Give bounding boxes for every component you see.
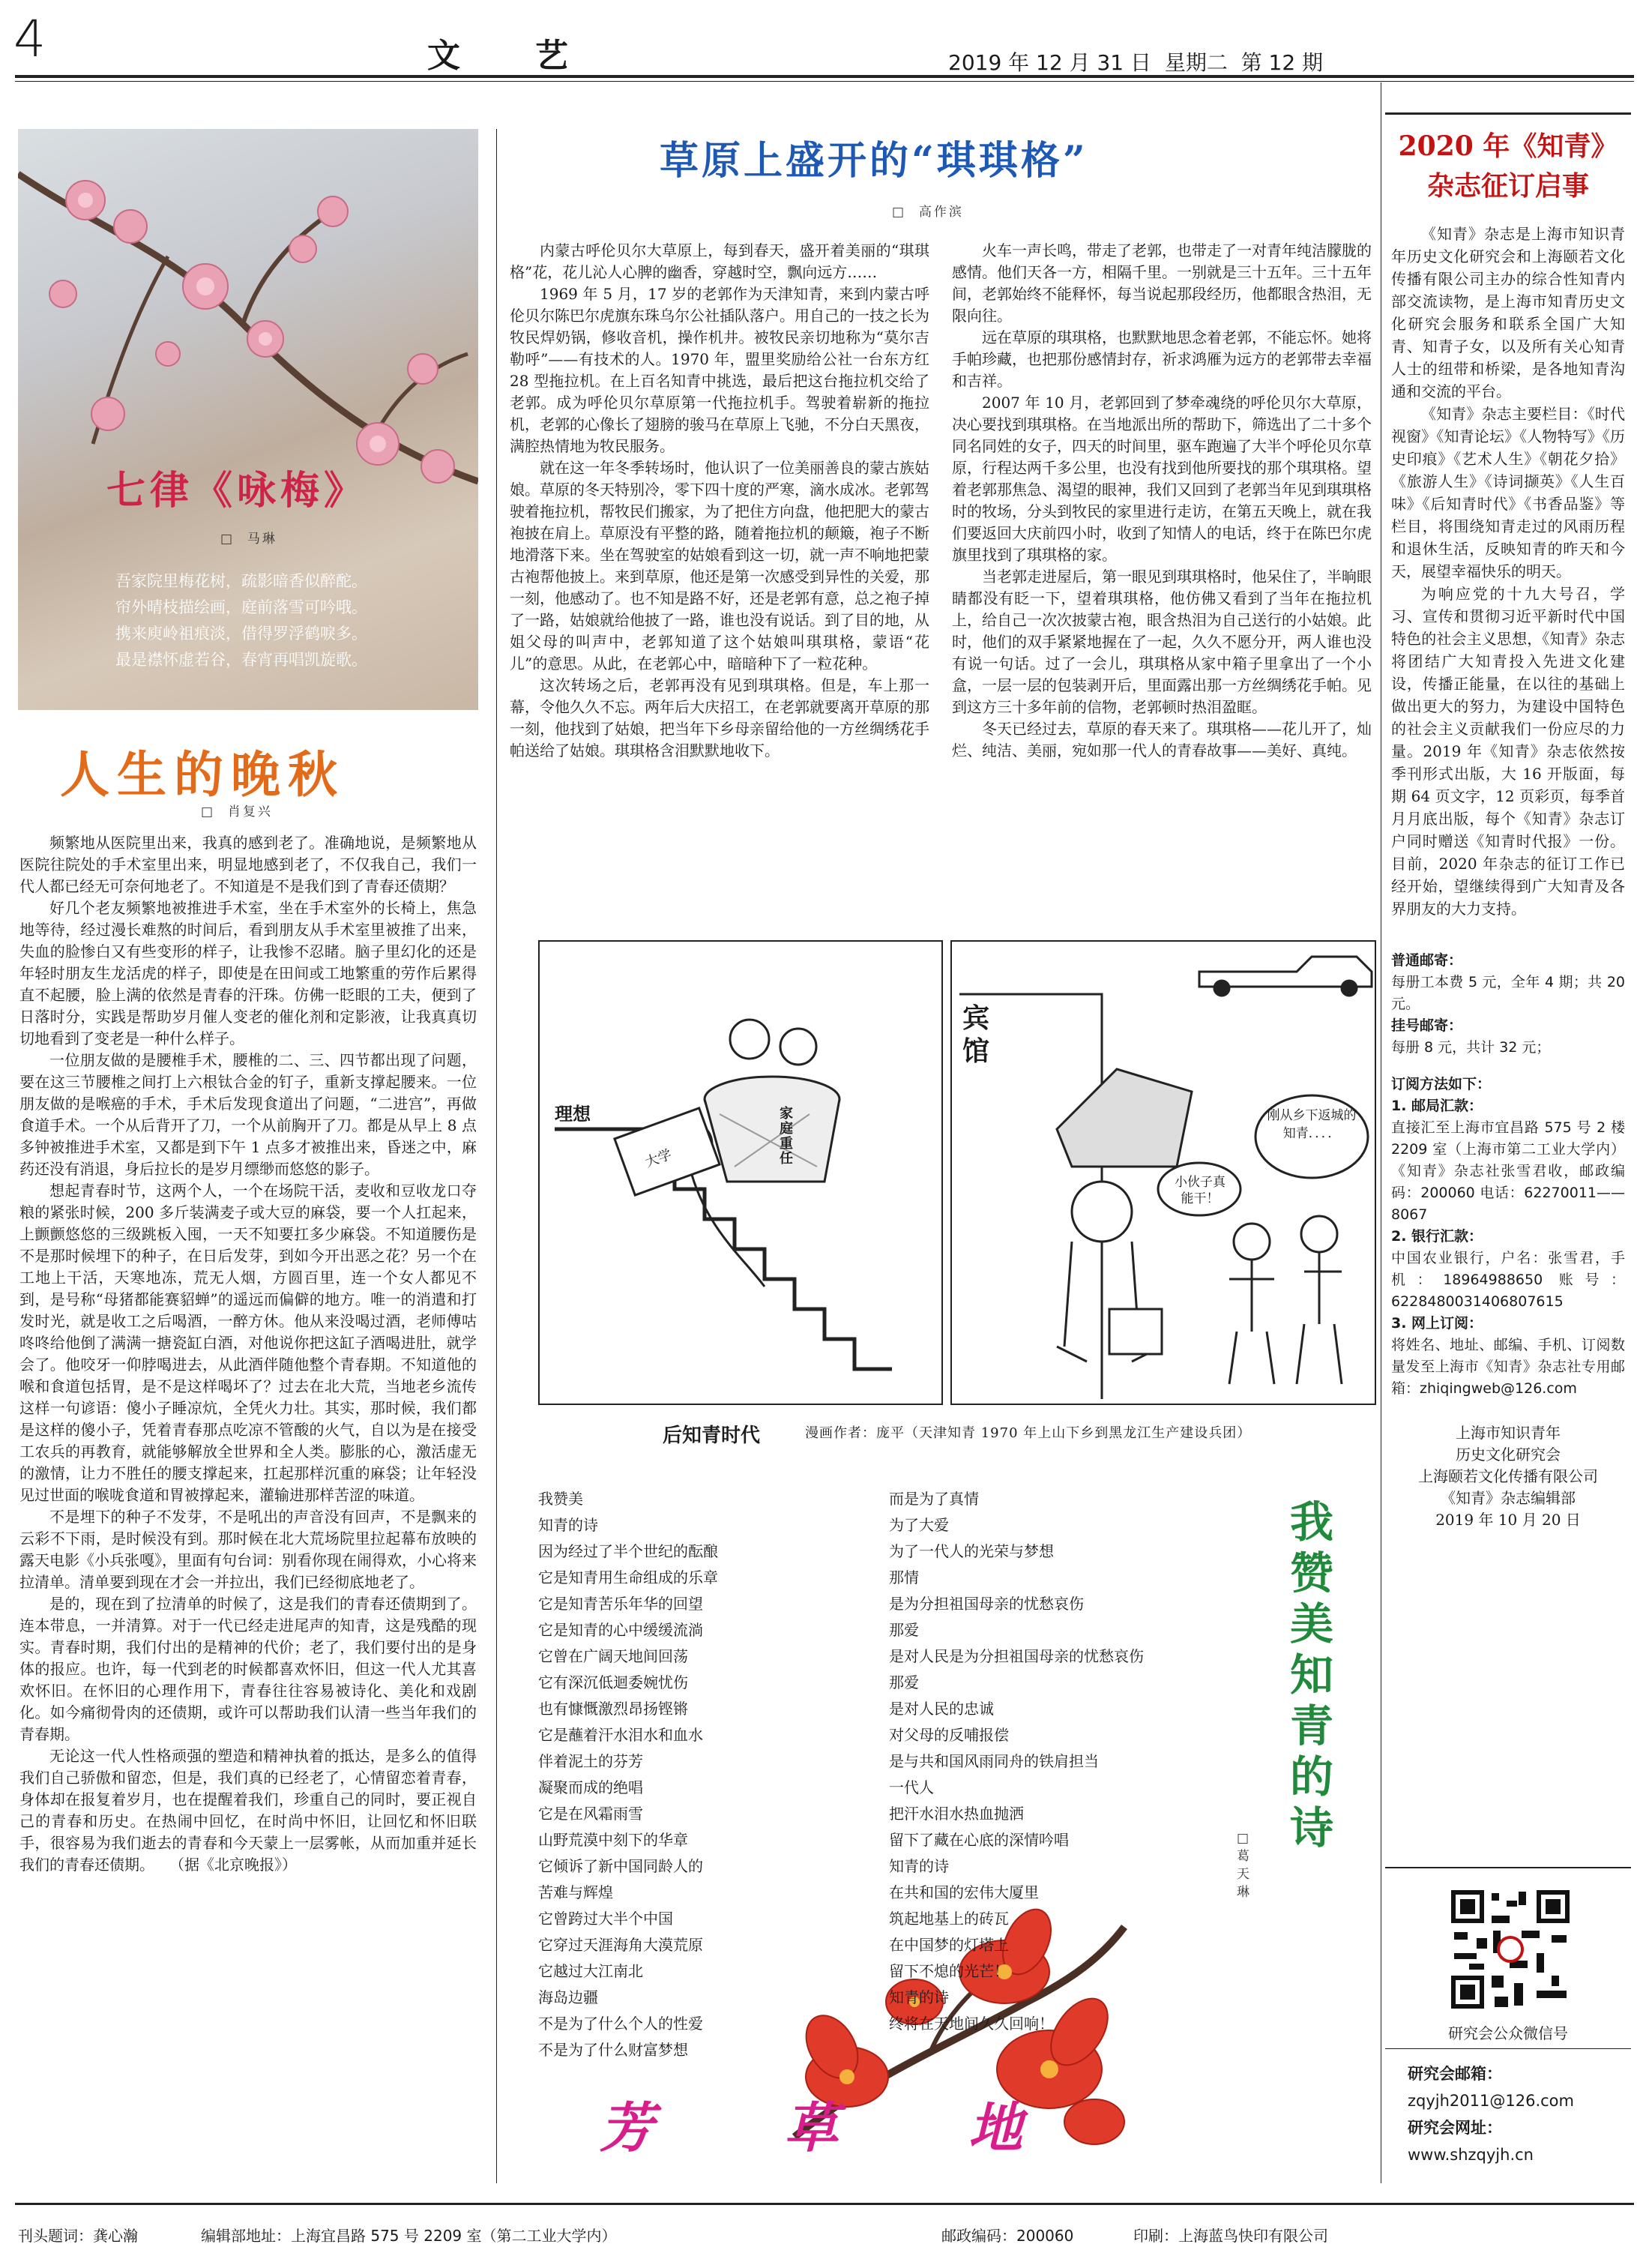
poem2-line: 它倾诉了新中国同龄人的 [538, 1857, 703, 1875]
poem-line: 帘外晴枝描绘画，庭前落雪可吟哦。 [115, 598, 367, 616]
qr-code-icon [1447, 1886, 1574, 2013]
plum-photo [18, 129, 478, 710]
cartoon-caption-credit: 漫画作者：庞平（天津知青 1970 年上山下乡到黑龙江生产建设兵团） [805, 1425, 1252, 1441]
poem-line: 携来庾岭祖痕淡，借得罗浮鹤唳多。 [115, 625, 367, 643]
method3-label: 3. 网上订阅： [1391, 1315, 1483, 1332]
masthead-rule [15, 75, 1634, 78]
hotel-scene-icon [952, 942, 1376, 1405]
reg-text: 每册 8 元，共计 32 元； [1391, 1039, 1551, 1056]
poem2-line: 那爱 [889, 1673, 919, 1691]
poem2-line: 苦难与辉煌 [538, 1883, 613, 1901]
poem2-line: 它穿过天涯海角大漠荒原 [538, 1936, 703, 1954]
poem2-line: 而是为了真情 [889, 1490, 979, 1508]
essay2-title: 草原上盛开的“琪琪格” [660, 138, 1088, 184]
essay2-col1 [510, 240, 929, 918]
poem2-line: 山野荒漠中刻下的华章 [538, 1831, 688, 1849]
cartoon-speech-2: 刚从乡下返城的知青．．．． [1267, 1108, 1357, 1141]
footer-address: 编辑部地址：上海宜昌路 575 号 2209 室（第二工业大学内） [201, 2227, 617, 2245]
essay2-paragraph: 就在这一年冬季转场时，他认识了一位美丽善良的蒙古族姑娘。草原的冬天特别冷，零下四十度的严寒，滴水成冰。老郭驾驶着拖拉机，帮牧民们搬家，为了把住方向盘，他把肥大的蒙古袍披在肩上。草原没有平整的路，随着拖拉机的颠簸，袍子不断地滑落下来。坐在驾驶室的姑娘看到这一切，就一声不响地把蒙古袍帮他披上。来到草原，他还是第一次感受到异性的关爱，那一刻，他感动了。也不知是路不好，还是老郭有意，总之袍子掉了一路，姑娘就给他披了一路，谁也没有说话。到了目的地，从姐父母的叫声中，老郭知道了这个姑娘叫琪琪格，蒙语“花儿”的意思。从此，在老郭心中，暗暗种下了一粒花种。 [510, 459, 929, 673]
page-number: 4 [13, 10, 46, 69]
essay-paragraph: 是的，现在到了拉清单的时候了，这是我们的青春还债期到了。连本带息，一并清算。对于一代已经走进尾声的知青，这是残酷的现实。青春时期，我们付出的是精神的代价；老了，我们要付出的是身体的报应。也许，每一代到老的时候都喜欢怀旧，但这一代人尤其喜欢怀旧。在怀旧的心理作用下，青春往往容易被诗化、美化和戏剧化。如今痛彻骨肉的还债期，或许可以帮助我们认清一些当年我们的青春期。 [19, 1595, 477, 1743]
sidebar-rule [1385, 2048, 1631, 2049]
essay2-paragraph: 1969 年 5 月，17 岁的老郭作为天津知青，来到内蒙古呼伦贝尔陈巴尔虎旗东珠乌尔公社插队落户。用自己的一技之长为牧民焊奶锅，修收音机，操作机井。被牧民亲切地称为“莫尔吉勒呼”——有技术的人。1970 年，盟里奖励给公社一台东方红 28 型拖拉机。在上百名知青中挑选，最后把这台拖拉机交给了老郭。成为呼伦贝尔草原第一代拖拉机手。驾驶着崭新的拖拉机，老郭的心像长了翅膀的骏马在草原上飞驰，不分白天黑夜，满腔热情地为牧民服务。 [510, 285, 929, 455]
poem2-line: 是对人民是为分担祖国母亲的忧愁哀伤 [889, 1647, 1144, 1665]
notice-title-1: 2020 年《知青》 [1398, 130, 1618, 162]
sign-line: 上海颐若文化传播有限公司 [1418, 1467, 1598, 1485]
poem-title: 七律《咏梅》 [106, 468, 368, 514]
poem2-line: 它越过大江南北 [538, 1962, 643, 1980]
stairs-icon [540, 942, 943, 1405]
cartoon-speech-1: 小伙子真能干！ [1175, 1175, 1226, 1206]
method2-label: 2. 银行汇款： [1391, 1228, 1483, 1245]
poem2-line: 一代人 [889, 1778, 934, 1796]
poem2-title: 我赞美知青的诗 [1289, 1497, 1333, 1853]
essay-body [19, 832, 477, 2182]
issue-date: 2019 年 12 月 31 日 星期二 第 12 期 [948, 50, 1324, 75]
email-value: zqyjh2011@126.com [1408, 2092, 1574, 2110]
essay-author: □ 肖复兴 [201, 804, 273, 819]
notice-signature [1385, 1422, 1631, 1531]
mail-text: 每册工本费 5 元，全年 4 期；共 20 元。 [1391, 974, 1625, 1012]
poem2-line: 为了大爱 [889, 1516, 949, 1534]
essay-title: 人生的晚秋 [60, 745, 345, 804]
poem-line: 最是襟怀虚若谷，春宵再唱凯旋歌。 [115, 651, 367, 669]
poem2-line: 它是在风霜雨雪 [538, 1805, 643, 1823]
poem2-line: 它是知青用生命组成的乐章 [538, 1568, 718, 1586]
essay2-paragraph: 当老郭走进屋后，第一眼见到琪琪格时，他呆住了，半晌眼睛都没有眨一下，望着琪琪格，他仿佛又看到了当年在拖拉机上，给自己一次次披蒙古袍，眼含热泪为自己送行的小姑娘。此时，他们的双手紧紧地握在了一起，久久不愿分开，两人谁也没有说一句话。过了一会儿，琪琪格从家中箱子里拿出了一个小盒，一层一层的包装剥开后，里面露出那一方丝绸绣花手帕。见到这方三十多年前的信物，老郭顿时热泪盈眶。 [952, 568, 1372, 716]
poem2-line: 它是知青的心中缓缓流淌 [538, 1621, 703, 1639]
poem2-line: 因为经过了半个世纪的酝酿 [538, 1542, 718, 1560]
poem2-line: 它是知青苦乐年华的回望 [538, 1595, 703, 1613]
poem2-line: 我赞美 [538, 1490, 583, 1508]
site-value: www.shzqyjh.cn [1408, 2146, 1534, 2164]
footer-editor: 刊头题词：龚心瀚 [18, 2227, 138, 2245]
essay-paragraph: 一位朋友做的是腰椎手术，腰椎的二、三、四节都出现了问题，要在这三节腰椎之间打上六根钛合金的钉子，重新支撑起腰来。一位朋友做的是喉癌的手术，手术后发现食道出了问题，“二进宫”，再做食道手术。一个从后背开了刀，一个从前胸开了刀。都是从早上 8 点多钟被推进手术室，又都是到下午 1 点多才被推出来，昏迷之中，麻药还没有消退，身后拉长的是岁月缥缈而悠悠的影子。 [19, 1051, 477, 1178]
poem2-line: 是与共和国风雨同舟的铁肩担当 [889, 1752, 1099, 1770]
method1-text: 直接汇至上海市宜昌路 575 号 2 楼 2209 室（上海市第二工业大学内）《知青》杂志社张雪君收，邮政编码：200060 电话：62270011——8067 [1391, 1119, 1625, 1223]
corner-title: 芳 草 地 [600, 2096, 1031, 2159]
essay-paragraph: 无论这一代人性格顽强的塑造和精神执着的抵达，是多么的值得我们自己骄傲和留恋，但是，我们真的已经老了，心情留恋着青春，身体却在报复着岁月，也在提醒着我们，珍重自己的同时，要正视自己的青春和历史。在热闹中回忆，在时尚中怀旧，让回忆和怀旧联手，很容易为我们逝去的青春和今天蒙上一层雾帐，从而加重并延长我们的青春还债期。 （据《北京晚报》） [19, 1747, 477, 1874]
poem2-line: 不是为了什么个人的性爱 [538, 2015, 703, 2033]
cartoon-label-ideal: 理想 [555, 1104, 591, 1125]
price-block [1391, 950, 1625, 1400]
poem2-line: 终将在天地间久久回响！ [889, 2015, 1054, 2033]
method1-label: 1. 邮局汇款： [1391, 1098, 1483, 1114]
notice-paragraph: 《知青》杂志主要栏目：《时代视窗》《知青论坛》《人物特写》《历史印痕》《艺术人生》《朝花夕拾》《旅游人生》《诗词撷英》《人生百味》《后知青时代》《书香品鉴》等栏目，将围绕知青走过的风雨历程和退休生活，反映知青的昨天和今天，展望幸福快乐的明天。 [1391, 405, 1625, 580]
poem2-line: 它曾在广阔天地间回荡 [538, 1647, 688, 1665]
poem2-line: 在中国梦的灯塔上 [889, 1936, 1009, 1954]
essay-paragraph: 频繁地从医院里出来，我真的感到老了。准确地说，是频繁地从医院往院处的手术室里出来，明显地感到老了，不仅我自己，我们一代人都已经无可奈何地老了。不知道是不是我们到了青春还债期？ [19, 834, 477, 895]
poem2-line: 知青的诗 [538, 1516, 598, 1534]
footer-printer: 印刷：上海蓝鸟快印有限公司 [1133, 2227, 1328, 2245]
poem2-line: 那爱 [889, 1621, 919, 1639]
site-label: 研究会网址： [1408, 2119, 1502, 2137]
sign-line: 《知青》杂志编辑部 [1441, 1489, 1576, 1507]
poem2-line: 留下不熄的光芒！ [889, 1962, 1009, 1980]
qr-caption: 研究会公众微信号 [1448, 2024, 1568, 2042]
cartoon-label-family: 家庭重任 [780, 1106, 793, 1167]
footer-rule [15, 2203, 1634, 2205]
poem-author: □ 马琳 [220, 532, 277, 547]
poem2-line: 为了一代人的光荣与梦想 [889, 1542, 1054, 1560]
essay2-paragraph: 冬天已经过去，草原的春天来了。琪琪格——花儿开了，灿烂、纯洁、美丽，宛如那一代人的青春故事——美好、真纯。 [952, 720, 1372, 759]
notice-title-2: 杂志征订启事 [1426, 170, 1589, 202]
essay2-paragraph: 火车一声长鸣，带走了老郭，也带走了一对青年纯洁朦胧的感情。他们天各一方，相隔千里。一别就是三十五年。三十五年间，老郭始终不能释怀，每当说起那段经历，他都眼含热泪，无限向往。 [952, 241, 1372, 325]
poem2-line: 凝聚而成的绝唱 [538, 1778, 643, 1796]
poem2-line: 是对人民的忠诚 [889, 1700, 994, 1718]
poem2-line: 也有慷慨激烈昂扬铿锵 [538, 1700, 688, 1718]
poem2-line: 知青的诗 [889, 1988, 949, 2006]
notice-paragraph: 为响应党的十九大号召，学习、宣传和贯彻习近平新时代中国特色的社会主义思想，《知青》杂志将团结广大知青投入先进文化建设，传播正能量，在以往的基础上做出更大的努力，为建设中国特色的社会主义贡献我们一份应尽的力量。2019 年《知青》杂志依然按季刊形式出版，大 16 开版面，每期 64 页文字，12 页彩页，每季首月月底出版，每个《知青》杂志订户同时赠送《知青时代报》一份。目前，2020 年杂志的征订工作已经开始，望继续得到广大知青及各界朋友的大力支持。 [1391, 585, 1625, 918]
notice-body [1391, 223, 1625, 920]
essay2-col2 [952, 240, 1372, 918]
mail-label: 普通邮寄： [1391, 952, 1463, 969]
poem2-line: 筑起地基上的砖瓦 [889, 1910, 1009, 1928]
cartoon-left [538, 940, 943, 1405]
reg-label: 挂号邮寄： [1391, 1017, 1463, 1034]
footer-postcode: 邮政编码：200060 [941, 2227, 1074, 2245]
poem2-line: 对父母的反哺报偿 [889, 1726, 1009, 1744]
essay2-paragraph: 远在草原的琪琪格，也默默地思念着老郭，不能忘怀。她将手帕珍藏，也把那份感情封存，祈求鸿雁为远方的老郭带去幸福和吉祥。 [952, 328, 1372, 390]
sign-line: 上海市知识青年 [1456, 1424, 1561, 1442]
masthead-rule-thin [15, 81, 1634, 82]
essay-paragraph: 不是埋下的种子不发芽，不是吼出的声音没有回声，不是飘来的云彩不下雨，是时候没有到。那时候在北大荒场院里拉起幕布放映的露天电影《小兵张嘎》，里面有句台词：别看你现在闹得欢，小心将来拉清单。清单要到现在才会一并拉出，我们已经彻底地老了。 [19, 1508, 477, 1591]
poem2-line: 留下了藏在心底的深情吟唱 [889, 1831, 1069, 1849]
essay-paragraph: 想起青春时节，这两个人，一个在场院干活，麦收和豆收龙口夺粮的紧张时候，200 多斤装满麦子或大豆的麻袋，要一个人扛起来，上颤颤悠悠的三级跳板入囤，一天不知要扛多少麻袋。不知道腰伤是不是那时候埋下的种子，在日后发芽，到如今开出恶之花？另一个在工地上干活，天寒地冻，荒无人烟，方圆百里，连一个女人都见不到，是号称“母猪都能赛貂蝉”的遥远而偏僻的地方。唯一的消遣和打发时光，就是收工之后喝酒，一醉方休。他从来没喝过酒，老师傅咕咚咚给他倒了满满一搪瓷缸白酒，对他说你把这缸子酒喝进肚，就学会了。他咬牙一仰脖喝进去，从此酒伴随他整个青春期。不知道他的喉和食道包括胃，是不是这样喝坏了？过去在北大荒，当地老乡流传这样一句谚语：傻小子睡凉炕，全凭火力壮。其实，那时候，我们都是这样的傻小子，凭着青春那点吃凉不管酸的火气，自以为是在接受工农兵的再教育，就能够解放全世界和全人类。膨胀的心，激活虚无的激情，让力不胜任的腰支撑起来，扛起那样沉重的麻袋；让年轻没见过世面的喉咙食道和胃被撑起来，灌输进那样苦涩的味道。 [19, 1182, 477, 1504]
email-label: 研究会邮箱： [1408, 2065, 1502, 2083]
poem2-line: 它有深沉低迴委婉忧伤 [538, 1673, 688, 1691]
sign-line: 历史文化研究会 [1456, 1446, 1561, 1464]
poem2-line: 不是为了什么财富梦想 [538, 2041, 688, 2059]
essay2-author: □ 高作滨 [892, 205, 964, 220]
essay-paragraph: 好几个老友频繁地被推进手术室，坐在手术室外的长椅上，焦急地等待，经过漫长难熬的时间后，看到朋友从手术室里被推了出来，失血的脸惨白又有些变形的样子，让我惨不忍睹。脑子里幻化的还是年轻时朋友生龙活虎的样子，即使是在田间或工地繁重的劳作后累得直不起腰，脸上满的依然是青春的汗珠。仿佛一眨眼的工夫，便到了日落时分，实践是帮助岁月催人变老的催化剂和定影液，让我真真切切地看到了变老是一种什么样子。 [19, 899, 477, 1047]
poem2-col2 [889, 1486, 1279, 2037]
contact-block [1408, 2060, 1574, 2168]
method3-text: 将姓名、地址、邮编、手机、订阅数量发至上海市《知青》杂志社专用邮箱：zhiqingweb@126.com [1391, 1337, 1625, 1397]
sidebar-rule [1385, 1867, 1631, 1868]
poem2-line: 知青的诗 [889, 1857, 949, 1875]
poem2-line: 在共和国的宏伟大厦里 [889, 1883, 1039, 1901]
poem-lines [115, 568, 468, 673]
poem2-line: 把汗水泪水热血抛洒 [889, 1805, 1024, 1823]
poem2-line: 它曾跨过大半个中国 [538, 1910, 673, 1928]
poem2-line: 海岛边疆 [538, 1988, 598, 2006]
method-title: 订阅方法如下： [1391, 1076, 1492, 1092]
poem2-author: □ 葛天琳 [1237, 1831, 1249, 1900]
poem2-line: 它是蘸着汗水泪水和血水 [538, 1726, 703, 1744]
cartoon-label-university: 大学 [643, 1146, 675, 1171]
notice-box [1385, 112, 1631, 1790]
notice-paragraph: 《知青》杂志是上海市知识青年历史文化研究会和上海颐若文化传播有限公司主办的综合性知青内部交流读物，是上海市知青历史文化研究会服务和联系全国广大知青、知青子女，以及所有关心知青人士的纽带和桥梁，是各地知青沟通和交流的平台。 [1391, 225, 1625, 400]
essay2-paragraph: 2007 年 10 月，老郭回到了梦牵魂绕的呼伦贝尔大草原，决心要找到琪琪格。在当地派出所的帮助下，筛选出了二十多个同名同姓的女子，四天的时间里，驱车跑遍了大半个呼伦贝尔草原，行程达两千多公里，也没有找到他所要找的那个琪琪格。望着老郭那焦急、渴望的眼神，我们又回到了老郭当年见到琪琪格时的牧场，分头到牧民的家里进行走访，在第五天晚上，就在我们要返回大庆前四小时，收到了知情人的电话，终于在陈巴尔虎旗里找到了琪琪格的家。 [952, 394, 1372, 564]
poem2-line: 那情 [889, 1568, 919, 1586]
cartoon-caption-title: 后知青时代 [663, 1425, 761, 1447]
section-title: 文 艺 [427, 37, 571, 75]
poem2-line: 是为分担祖国母亲的忧愁哀伤 [889, 1595, 1084, 1613]
column-divider [496, 129, 497, 2183]
poem2-line: 伴着泥土的芬芳 [538, 1752, 643, 1770]
cartoon-label-hotel: 宾馆 [962, 1002, 990, 1067]
poem-line: 吾家院里梅花树，疏影暗香似醉酡。 [115, 572, 367, 590]
essay2-paragraph: 内蒙古呼伦贝尔大草原上，每到春天，盛开着美丽的“琪琪格”花，花儿沁人心脾的幽香，穿越时空，飘向远方…… [510, 241, 929, 281]
cartoon-right [950, 940, 1376, 1405]
essay2-paragraph: 这次转场之后，老郭再没有见到琪琪格。但是，车上那一幕，令他久久不忘。两年后大庆招工，在老郭就要离开草原的那一刻，他找到了姑娘，把当年下乡母亲留给他的一方丝绸绣花手帕送给了姑娘。琪琪格含泪默默地收下。 [510, 676, 929, 759]
method2-text: 中国农业银行，户名：张雪君，手机：18964988650 账号：6228480031406807615 [1391, 1250, 1625, 1310]
sign-line: 2019 年 10 月 20 日 [1435, 1511, 1581, 1529]
